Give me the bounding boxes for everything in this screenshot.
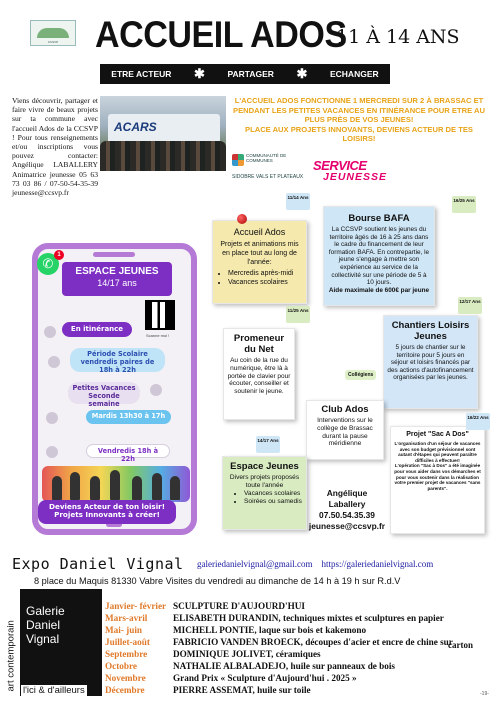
chat-bubble-mardis: Mardis 13h30 à 17h [86, 410, 171, 424]
card-espace-jeunes [222, 456, 307, 530]
programme-month: Mars-avril [105, 613, 148, 623]
programme-row [105, 625, 366, 636]
avatar-dot [44, 326, 56, 338]
expo-website-link[interactable]: https://galeriedanielvignal.com [321, 559, 434, 569]
programme-month: Octobre [105, 661, 137, 671]
list-item: • Vacances scolaires [228, 278, 300, 287]
galerie-subtitle: l'ici & d'ailleurs [23, 685, 85, 696]
programme-row [105, 601, 305, 612]
card-title: Chantiers Loisirs Jeunes [391, 320, 470, 342]
age-badge: 11/14 Ans [286, 193, 310, 210]
contact-surname: Laballery [328, 499, 366, 509]
age-badge: 11/25 Ans [286, 306, 310, 323]
programme-month: Décembre [105, 685, 145, 695]
pushpin-icon [237, 214, 247, 224]
avatar-dot [150, 384, 162, 396]
info-line: PENDANT LES PETITES VACANCES EN ITINÉRANCE POUR ETRE AU [233, 105, 485, 115]
chat-bubble-itinerance: En itinérance [62, 322, 132, 337]
chat-bubble-periode: Période Scolaire vendredis paires de 18h à 22h [70, 348, 165, 372]
group-photo [100, 96, 226, 171]
service-logo-line1: SERVICE [313, 158, 367, 173]
bus-lettering: ACARS [114, 120, 157, 134]
programme-month: Mai- juin [105, 625, 143, 635]
programme-text: MICHELL PONTIE, laque sur bois et kakemono [173, 625, 367, 635]
list-item: • Soirées ou samedis [244, 498, 303, 506]
programme-month: Janvier- février [105, 601, 167, 611]
card-title: Club Ados [321, 404, 369, 415]
programme-row [105, 685, 311, 696]
programme-row [105, 613, 444, 624]
programme-text: SCULPTURE D'AUJOURD'HUI [173, 601, 305, 611]
chat-bubble-vendredis: Vendredis 18h à 22h [86, 444, 170, 458]
galerie-name-line: Galerie [26, 604, 65, 618]
galerie-name-line: Vignal [26, 632, 60, 646]
contact-phone: 07.50.54.35.39 [319, 510, 375, 520]
page-number: -19- [480, 691, 489, 697]
list-item: • Mercredis après-midi [228, 269, 300, 278]
ccsvp-logo [30, 20, 76, 46]
card-chantiers-loisirs [383, 315, 478, 409]
collegiens-badge: Collégiens [345, 370, 376, 380]
service-jeunesse-logo [313, 160, 393, 186]
age-badge: 12/17 Ans [458, 297, 482, 314]
slogan-echanger: ECHANGER [329, 69, 379, 79]
age-badge: 16/25 Ans [452, 196, 476, 213]
chat-bubble-deviens-acteur: Deviens Acteur de ton loisir! Projets Innovants à créer! [38, 500, 176, 524]
galerie-vertical-text: art contemporain [5, 620, 17, 692]
espace-jeunes-age: 14/17 ans [97, 278, 137, 288]
page-title: ACCUEIL ADOS [95, 14, 347, 55]
contact-email[interactable]: jeunesse@ccsvp.fr [308, 521, 386, 531]
expo-contact-line [197, 559, 433, 569]
contact-name: Angélique [326, 488, 368, 498]
intro-text: Viens découvrir, partager et faire vivre de beaux projets sur ta commune avec l'accueil Ados de la CCSVP ! Pour tous renseignements et/ou inscriptions vous pouvez contacter: Angélique LABALLERY Animatrice jeunesse 05 63 73 03 86 / 07-50-54-35-39 jeunesse@ccsvp.fr [12, 96, 98, 198]
programme-month: Juillet-août [105, 637, 150, 647]
expo-email-link[interactable]: galeriedanielvignal@gmail.com [197, 559, 313, 569]
age-range-title: 11 À 14 ANS [336, 26, 460, 48]
info-line: L'ACCUEIL ADOS FONCTIONNE 1 MERCREDI SUR 2 À BRASSAC ET [234, 96, 484, 105]
card-text: Interventions sur le collège de Brassac durant la pause méridienne [317, 417, 373, 448]
programme-month: Novembre [105, 673, 146, 683]
card-bold-text: L'organisation d'un séjour de vacances avec son budget prévisionnel sont autant d'étapes qui peuvent paraître difficiles à effectuer! [394, 441, 481, 463]
card-promeneur-du-net [223, 328, 295, 420]
ccsvp-logo-text: CCSVP [47, 40, 59, 44]
communaute-mark-icon [232, 154, 244, 166]
chat-bubble-petites-vacances: Petites Vacances Seconde semaine [68, 382, 140, 404]
card-projet-sac-a-dos [390, 426, 485, 534]
card-text: 5 jours de chantier sur le territoire pour 5 jours en séjour et loisirs financés par des actions d'autofinancement organisées par les jeunes. [387, 344, 474, 382]
espace-jeunes-header [62, 262, 172, 296]
age-badge: 14/17 Ans [256, 436, 280, 453]
notification-badge: 1 [54, 250, 64, 260]
slogan-partager: PARTAGER [227, 69, 274, 79]
communaute-logo-line2: SIDOBRE VALS ET PLATEAUX [232, 174, 304, 180]
card-text: Au coin de la rue du numérique, être là à portée de clavier pour écouter, conseiller et soutenir le jeune. [227, 357, 291, 396]
galerie-vertical-label [3, 592, 19, 696]
age-badge: 16/22 Ans [466, 413, 490, 430]
card-text: Projets et animations mis en place tout au long de l'année: [220, 241, 299, 266]
programme-row [105, 637, 453, 648]
qr-code-icon [145, 300, 175, 330]
programme-row [105, 649, 321, 660]
avatar-dot [48, 356, 60, 368]
asterisk-icon: ✱ [296, 66, 308, 81]
expo-title: Expo Daniel Vignal [12, 555, 184, 573]
info-line: PLACE AUX PROJETS INNOVANTS, DEVIENS ACTEUR DE TES LOISIRS! [245, 124, 473, 144]
whatsapp-icon: ✆ [37, 253, 59, 275]
galerie-name [26, 604, 65, 646]
dancers-illustration [42, 466, 190, 502]
programme-text: NATHALIE ALBALADEJO, huile sur panneaux de bois [173, 661, 396, 671]
card-title: Bourse BAFA [348, 213, 410, 224]
espace-jeunes-title: ESPACE JEUNES [75, 266, 159, 277]
card-accueil-ados [212, 220, 307, 304]
card-title: Espace Jeunes [230, 461, 299, 472]
slogan-bar [100, 64, 390, 84]
avatar-dot [46, 446, 58, 458]
contact-box [307, 488, 387, 532]
info-line: PLUS PRÈS DE VOS JEUNES! [304, 115, 414, 125]
programme-text: Grand Prix « Sculpture d'Aujourd'hui . 2025 » [173, 673, 357, 683]
card-club-ados [306, 400, 384, 460]
card-text: L'opération "Sac à Dos" a été imaginée pour vous aider dans vos démarches et pour vous soutenir dans la réalisation votre premier projet de vacances "sans parents". [394, 463, 481, 491]
qr-caption: Scanne moi ! [146, 333, 170, 338]
programme-text: DOMINIQUE JOLIVET, céramiques [173, 649, 321, 659]
programme-month: Septembre [105, 649, 148, 659]
asterisk-icon: ✱ [194, 66, 205, 81]
accueil-info-text [228, 96, 490, 144]
avatar-dot [46, 412, 58, 424]
card-title: Projet "Sac A Dos" [406, 431, 469, 438]
phone-speaker [93, 252, 135, 257]
programme-text: FABRICIO VANDEN BROECK, découpes d'acier et encre de chine sur [173, 637, 453, 647]
communaute-logo-line1: COMMUNAUTÉ DE COMMUNES [246, 153, 287, 163]
list-item: • Vacances scolaires [244, 490, 303, 498]
programme-row [105, 673, 357, 684]
programme-text: ELISABETH DURANDIN, techniques mixtes et sculptures en papier [173, 613, 444, 623]
service-logo-line2: JEUNESSE [323, 171, 388, 183]
card-title: Promeneur du Net [233, 333, 285, 355]
expo-address: 8 place du Maquis 81330 Vabre Visites du vendredi au dimanche de 14 h à 19 h sur R.d.V [34, 576, 401, 586]
slogan-etre-acteur: ETRE ACTEUR [111, 69, 172, 79]
card-bold-text: Aide maximale de 600€ par jeune [328, 286, 430, 294]
programme-text: PIERRE ASSEMAT, huile sur toile [173, 685, 311, 695]
communaute-logo [230, 152, 304, 188]
programme-overflow-word: carton [448, 640, 473, 650]
card-text: Divers projets proposés toute l'année [229, 474, 300, 489]
card-bourse-bafa [323, 206, 435, 306]
programme-row [105, 661, 395, 672]
card-text: La CCSVP soutient les jeunes du territoire âgés de 16 à 25 ans dans le cadre du financement de leur formation BAFA. En contrepartie, le jeune s'engage à mettre son expérience au service de la collectivité sur une période de 5 à 10 jours. [328, 226, 430, 287]
galerie-name-line: Daniel [26, 618, 61, 632]
card-title: Accueil Ados [233, 227, 286, 237]
